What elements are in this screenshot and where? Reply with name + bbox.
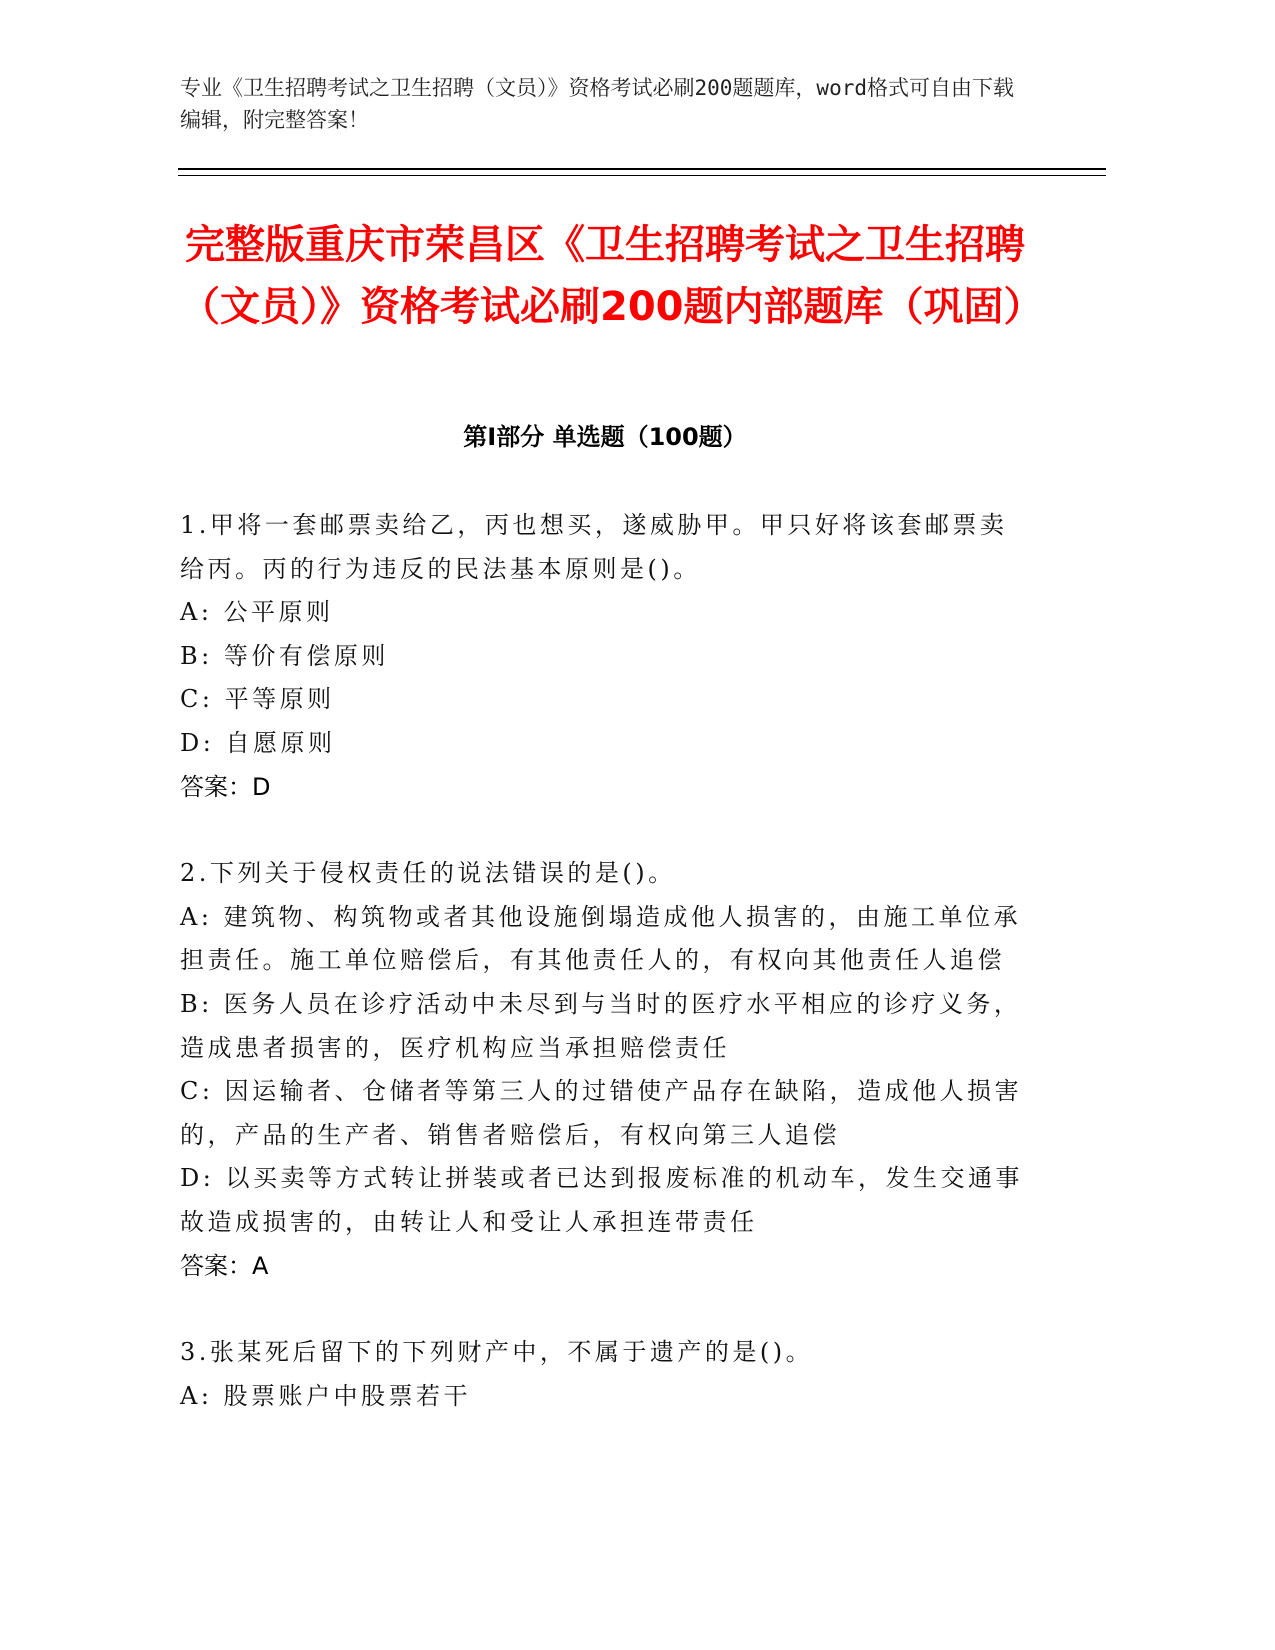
answer-label: 答案：A <box>180 1251 269 1280</box>
option-a: A: 建筑物、构筑物或者其他设施倒塌造成他人损害的，由施工单位承担责任。施工单位赔偿后，有其他责任人的，有权向其他责任人追偿 <box>180 902 1022 975</box>
option-b: B: 等价有偿原则 <box>180 641 389 670</box>
header-note: 专业《卫生招聘考试之卫生招聘（文员）》资格考试必刷200题题库，word格式可自由下载编辑，附完整答案！ <box>180 76 1014 132</box>
header-divider <box>178 168 1106 170</box>
question-stem: 1.甲将一套邮票卖给乙，丙也想买，遂威胁甲。甲只好将该套邮票卖给丙。丙的行为违反的民法基本原则是()。 <box>180 511 1008 583</box>
question-1 <box>180 504 1030 809</box>
question-3 <box>180 1331 1030 1418</box>
section-heading: 第Ⅰ部分 单选题（100题） <box>463 423 747 451</box>
document-title: 完整版重庆市荣昌区《卫生招聘考试之卫生招聘（文员）》资格考试必刷200题内部题库（巩固） <box>180 222 1044 330</box>
question-2 <box>180 852 1030 1288</box>
option-a: A: 股票账户中股票若干 <box>180 1381 472 1410</box>
option-d: D: 自愿原则 <box>180 728 336 757</box>
question-stem: 3.张某死后留下的下列财产中，不属于遗产的是()。 <box>180 1338 814 1367</box>
option-a: A: 公平原则 <box>180 598 334 627</box>
header-divider-thin <box>178 175 1106 176</box>
option-d: D: 以买卖等方式转让拼装或者已达到报废标准的机动车，发生交通事故造成损害的，由转让人和受让人承担连带责任 <box>180 1164 1023 1236</box>
option-b: B: 医务人员在诊疗活动中未尽到与当时的医疗水平相应的诊疗义务，造成患者损害的，医疗机构应当承担赔偿责任 <box>180 989 1022 1062</box>
question-list <box>180 504 1030 1461</box>
option-c: C: 平等原则 <box>180 685 335 714</box>
option-c: C: 因运输者、仓储者等第三人的过错使产品存在缺陷，造成他人损害的，产品的生产者、销售者赔偿后，有权向第三人追偿 <box>180 1077 1023 1149</box>
answer-label: 答案：D <box>180 772 271 801</box>
question-stem: 2.下列关于侵权责任的说法错误的是()。 <box>180 859 676 888</box>
